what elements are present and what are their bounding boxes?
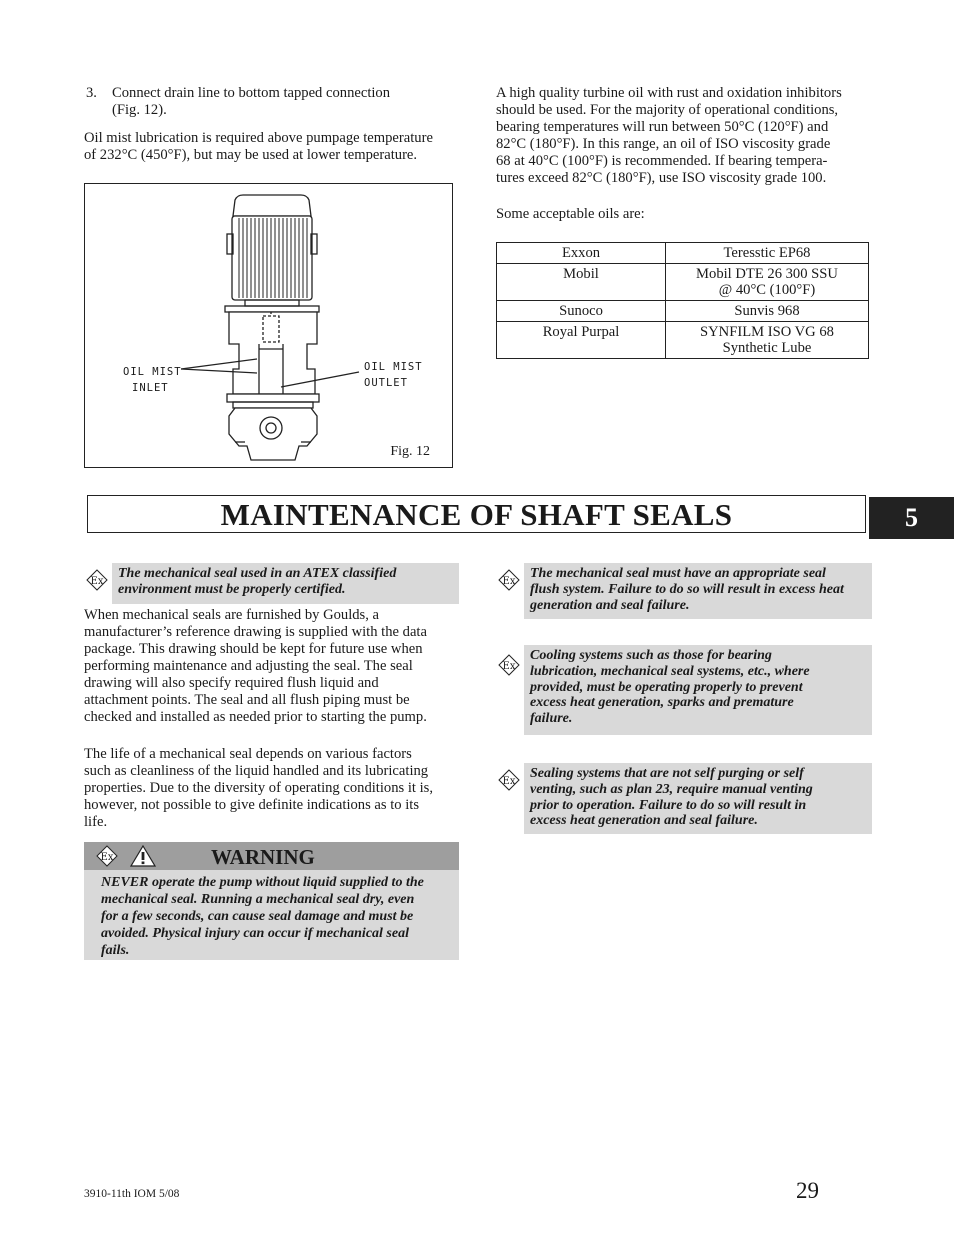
paragraph-line: A high quality turbine oil with rust and oxidation inhibitors	[496, 85, 842, 101]
label-line: OIL MIST	[364, 361, 423, 373]
svg-text:Ex: Ex	[100, 852, 114, 863]
oil-brand-cell: Mobil	[497, 264, 666, 301]
atex-ex-icon	[498, 654, 520, 676]
product-line: Teresstic EP68	[723, 245, 811, 261]
pump-drawing	[85, 184, 451, 466]
oil-product-cell	[666, 243, 869, 264]
label-line: OUTLET	[364, 377, 408, 389]
oil-brand-cell: Royal Purpal	[497, 322, 666, 359]
paragraph-line: Oil mist lubrication is required above pumpage temperature	[84, 130, 433, 146]
note-line: environment must be properly certified.	[118, 581, 346, 597]
paragraph-line: manufacturer’s reference drawing is supplied with the data	[84, 624, 427, 640]
oil-mist-paragraph	[84, 130, 433, 164]
note-line: prior to operation. Failure to do so will result in	[530, 797, 807, 813]
note-line: The mechanical seal used in an ATEX classified	[118, 566, 397, 581]
step-number: 3.	[86, 85, 97, 101]
table-row	[497, 243, 869, 264]
section-title: MAINTENANCE OF SHAFT SEALS	[220, 497, 733, 532]
oil-product-cell	[666, 301, 869, 322]
paragraph-line: of 232°C (450°F), but may be used at lower temperature.	[84, 147, 418, 163]
warning-line: NEVER operate the pump without liquid supplied to the	[101, 875, 424, 890]
warning-line: fails.	[101, 943, 130, 958]
paragraph-line: drawing will also specify required flush liquid and	[84, 675, 379, 691]
note-line: provided, must be operating properly to prevent	[530, 679, 803, 695]
product-line: SYNFILM ISO VG 68	[700, 324, 834, 340]
section-header	[87, 495, 866, 533]
oil-mist-inlet-label	[123, 364, 182, 396]
oils-heading: Some acceptable oils are:	[496, 206, 645, 222]
warning-line: avoided. Physical injury can occur if mechanical seal	[101, 926, 409, 941]
svg-text:Ex: Ex	[90, 576, 104, 587]
paragraph-line: however, not possible to give definite indications as to its	[84, 797, 420, 813]
note-line: The mechanical seal must have an appropriate seal	[530, 566, 826, 581]
note-line: excess heat generation and seal failure.	[530, 813, 758, 829]
paragraph-line: package. This drawing should be kept for future use when	[84, 641, 423, 657]
atex-ex-icon	[498, 569, 520, 591]
section-tab: 5	[869, 497, 954, 539]
product-line: Mobil DTE 26 300 SSU	[696, 266, 838, 282]
oil-brand-cell: Exxon	[497, 243, 666, 264]
warning-line: mechanical seal. Running a mechanical seal dry, even	[101, 892, 415, 907]
note-line: failure.	[530, 711, 573, 727]
paragraph-line: tures exceed 82°C (180°F), use ISO viscosity grade 100.	[496, 170, 827, 186]
table-row	[497, 301, 869, 322]
paragraph-line: checked and installed as needed prior to starting the pump.	[84, 709, 427, 725]
atex-certified-note	[112, 563, 459, 604]
step-text-line: (Fig. 12).	[112, 102, 167, 118]
warning-line: for a few seconds, can cause seal damage and must be	[101, 909, 414, 924]
paragraph-line: should be used. For the majority of operational conditions,	[496, 102, 839, 118]
figure-caption: Fig. 12	[390, 444, 430, 459]
cooling-systems-note	[524, 645, 872, 735]
product-line: Sunvis 968	[734, 303, 800, 319]
note-line: generation and seal failure.	[530, 597, 690, 613]
sealing-venting-note	[524, 763, 872, 834]
paragraph-line: When mechanical seals are furnished by Goulds, a	[84, 607, 380, 623]
product-line: @ 40°C (100°F)	[718, 282, 816, 298]
acceptable-oils-table	[496, 242, 869, 359]
table-row	[497, 264, 869, 301]
note-line: flush system. Failure to do so will result in excess heat	[530, 581, 844, 597]
pump-figure	[84, 183, 453, 468]
atex-ex-icon	[86, 569, 108, 591]
warning-triangle-icon	[130, 845, 156, 867]
oil-intro-paragraph	[496, 85, 842, 187]
table-row	[497, 322, 869, 359]
paragraph-line: bearing temperatures will run between 50°C (120°F) and	[496, 119, 829, 135]
svg-text:Ex: Ex	[502, 576, 516, 587]
paragraph-line: 82°C (180°F). In this range, an oil of ISO viscosity grade	[496, 136, 831, 152]
oil-brand-cell: Sunoco	[497, 301, 666, 322]
label-line: INLET	[132, 382, 169, 394]
seal-life-paragraph	[84, 746, 433, 831]
paragraph-line: properties. Due to the diversity of operating conditions it is,	[84, 780, 433, 796]
atex-ex-icon	[498, 769, 520, 791]
note-line: lubrication, mechanical seal systems, etc., where	[530, 663, 810, 679]
oil-product-cell	[666, 322, 869, 359]
flush-system-note	[524, 563, 872, 619]
paragraph-line: performing maintenance and adjusting the seal. The seal	[84, 658, 413, 674]
warning-title: WARNING	[211, 845, 315, 869]
paragraph-line: 68 at 40°C (100°F) is recommended. If bearing tempera-	[496, 153, 828, 169]
paragraph-line: such as cleanliness of the liquid handled and its lubricating	[84, 763, 429, 779]
svg-text:Ex: Ex	[502, 776, 516, 787]
paragraph-line: The life of a mechanical seal depends on various factors	[84, 746, 412, 762]
document-code: 3910-11th IOM 5/08	[84, 1188, 180, 1200]
warning-body	[84, 870, 459, 960]
seal-drawing-paragraph	[84, 607, 427, 726]
note-line: Sealing systems that are not self purging or self	[530, 766, 804, 781]
page-number: 29	[796, 1178, 819, 1203]
atex-ex-icon	[96, 845, 118, 867]
note-line: Cooling systems such as those for bearing	[530, 648, 772, 663]
product-line: Synthetic Lube	[722, 340, 812, 356]
svg-text:Ex: Ex	[502, 661, 516, 672]
oil-product-cell	[666, 264, 869, 301]
paragraph-line: life.	[84, 814, 108, 830]
oil-mist-outlet-label	[364, 359, 423, 391]
label-line: OIL MIST	[123, 366, 182, 378]
note-line: venting, such as plan 23, require manual venting	[530, 781, 813, 797]
paragraph-line: attachment points. The seal and all flush piping must be	[84, 692, 410, 708]
note-line: excess heat generation, sparks and premature	[530, 695, 794, 711]
step-text-line: Connect drain line to bottom tapped connection	[112, 85, 391, 101]
